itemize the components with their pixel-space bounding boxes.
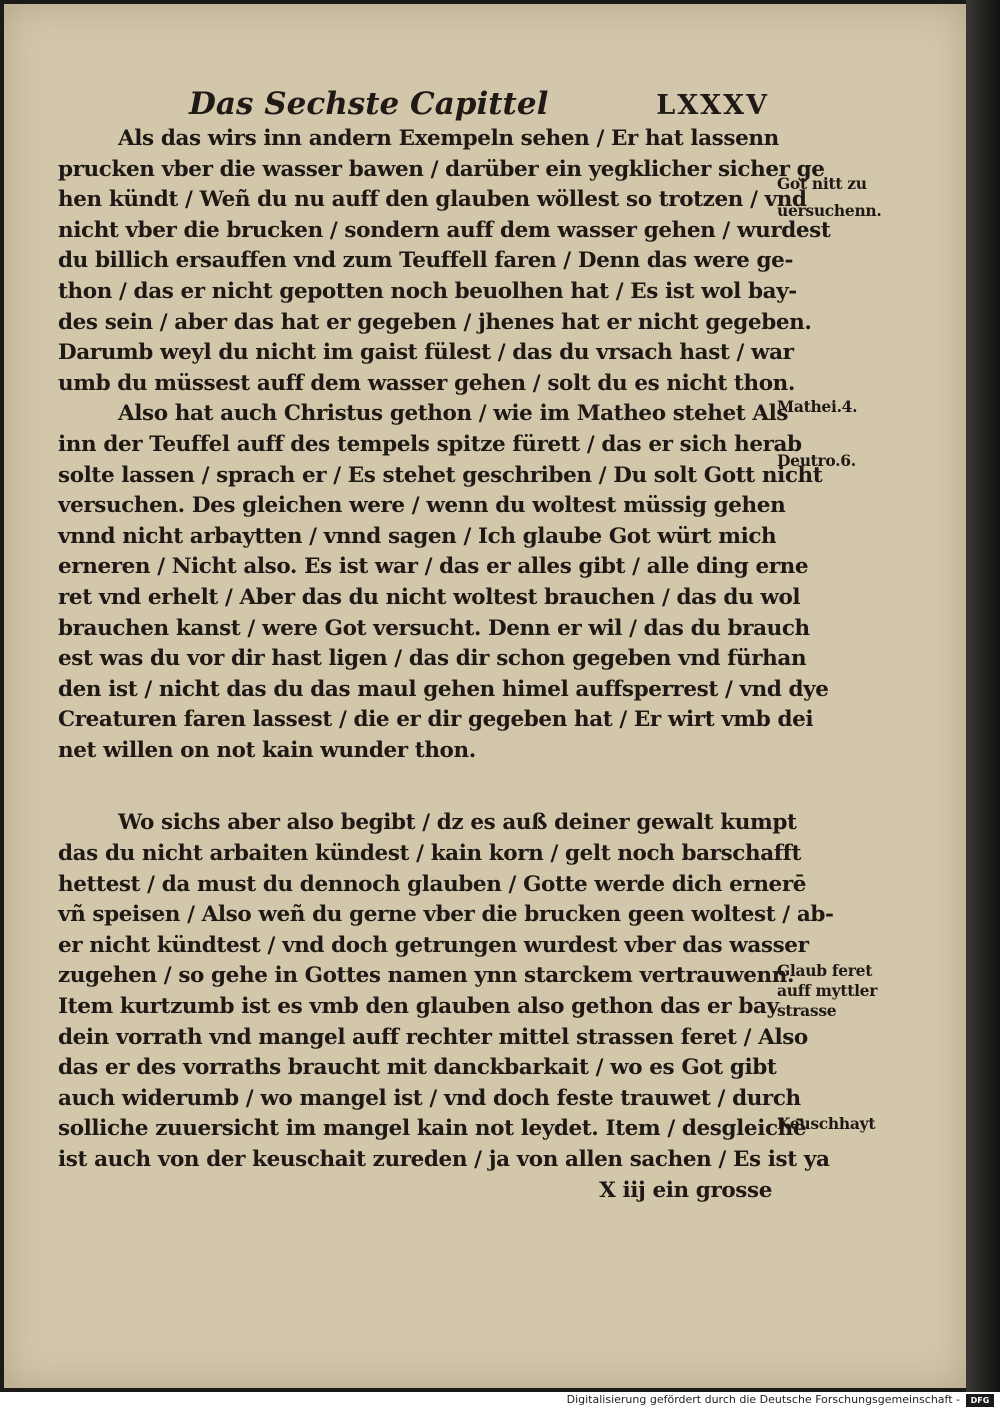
text-line: brauchen kanst / were Got versucht. Denn er wil / das du brauch: [58, 615, 810, 641]
text-line: erneren / Nicht also. Es ist war / das er alles gibt / alle ding erne: [58, 554, 809, 580]
catchword-line: X iij ein grosse: [599, 1177, 772, 1203]
text-line: vñ speisen / Also weñ du gerne vber die brucken geen woltest / ab-: [58, 902, 834, 928]
margin-note: Keuschhayt: [777, 1114, 876, 1133]
text-line: hen kündt / Weñ du nu auff den glauben wöllest so trotzen / vnd: [58, 187, 807, 213]
text-line: ist auch von der keuschait zureden / ja von allen sachen / Es ist ya: [58, 1147, 830, 1172]
margin-note: Glaub feret: [777, 961, 873, 980]
book-page: [4, 4, 966, 1388]
margin-note: auff myttler: [777, 981, 878, 1000]
paragraph-gap: [58, 766, 778, 808]
text-line: den ist / nicht das du das maul gehen himel auffsperrest / vnd dye: [58, 676, 829, 702]
text-line: dein vorrath vnd mangel auff rechter mittel strassen feret / Also: [58, 1024, 808, 1050]
text-line: net willen on not kain wunder thon.: [58, 737, 476, 763]
text-line: Creaturen faren lassest / die er dir gegeben hat / Er wirt vmb dei: [58, 707, 814, 733]
margin-note: Mathei.4.: [777, 397, 858, 416]
text-line: auch widerumb / wo mangel ist / vnd doch feste trauwet / durch: [58, 1085, 801, 1111]
text-line: ret vnd erhelt / Aber das du nicht woltest brauchen / das du wol: [58, 584, 801, 610]
text-line: hettest / da must du dennoch glauben / Gotte werde dich ernerē: [58, 871, 807, 897]
text-line: solte lassen / sprach er / Es stehet geschriben / Du solt Gott nicht: [58, 462, 823, 488]
text-line: inn der Teuffel auff des tempels spitze fürett / das er sich herab: [58, 431, 802, 457]
text-line: Darumb weyl du nicht im gaist fülest / das du vrsach hast / war: [58, 340, 794, 366]
folio-number: LXXXV: [656, 90, 769, 121]
margin-note: uersuchenn.: [777, 201, 882, 220]
text-line: das du nicht arbaiten kündest / kain korn / gelt noch barschafft: [58, 841, 801, 867]
chapter-title: Das Sechste Capittel: [189, 86, 549, 122]
margin-note: Got nitt zu: [777, 174, 867, 193]
text-line: thon / das er nicht gepotten noch beuolhen hat / Es ist wol bay-: [58, 278, 797, 304]
text-line: nicht vber die brucken / sondern auff dem wasser gehen / wurdest: [58, 217, 831, 243]
text-line: Als das wirs inn andern Exempeln sehen / Er hat lassenn: [118, 126, 779, 151]
text-line: das er des vorraths braucht mit danckbarkait / wo es Got gibt: [58, 1055, 777, 1081]
text-line: umb du müssest auff dem wasser gehen / solt du es nicht thon.: [58, 370, 795, 396]
text-line: du billich ersauffen vnd zum Teuffell faren / Denn das were ge-: [58, 248, 793, 274]
text-line: er nicht kündtest / vnd doch getrungen wurdest vber das wasser: [58, 932, 809, 958]
text-line: est was du vor dir hast ligen / das dir schon gegeben vnd fürhan: [58, 646, 807, 672]
text-line: Item kurtzumb ist es vmb den glauben also gethon das er bay: [58, 994, 779, 1020]
text-line: vnnd nicht arbaytten / vnnd sagen / Ich glaube Got würt mich: [58, 523, 777, 549]
dfg-logo: DFG: [966, 1394, 994, 1407]
text-line: Wo sichs aber also begibt / dz es auß deiner gewalt kumpt: [118, 810, 797, 836]
text-line: Also hat auch Christus gethon / wie im Matheo stehet Als: [118, 401, 789, 427]
text-line: versuchen. Des gleichen were / wenn du woltest müssig gehen: [58, 493, 786, 519]
text-line: solliche zuuersicht im mangel kain not leydet. Item / desgleichē: [58, 1116, 807, 1142]
margin-note: Deutro.6.: [777, 451, 856, 470]
text-line: zugehen / so gehe in Gottes namen ynn starckem vertrauwenn.: [58, 963, 795, 989]
page-edge: [966, 0, 1000, 1392]
funding-credit: Digitalisierung gefördert durch die Deutsche Forschungsgemeinschaft -: [566, 1393, 960, 1406]
text-line: des sein / aber das hat er gegeben / jhenes hat er nicht gegeben.: [58, 309, 812, 335]
text-line: prucken vber die wasser bawen / darüber ein yegklicher sicher ge: [58, 156, 825, 182]
margin-note: strasse: [777, 1001, 837, 1020]
